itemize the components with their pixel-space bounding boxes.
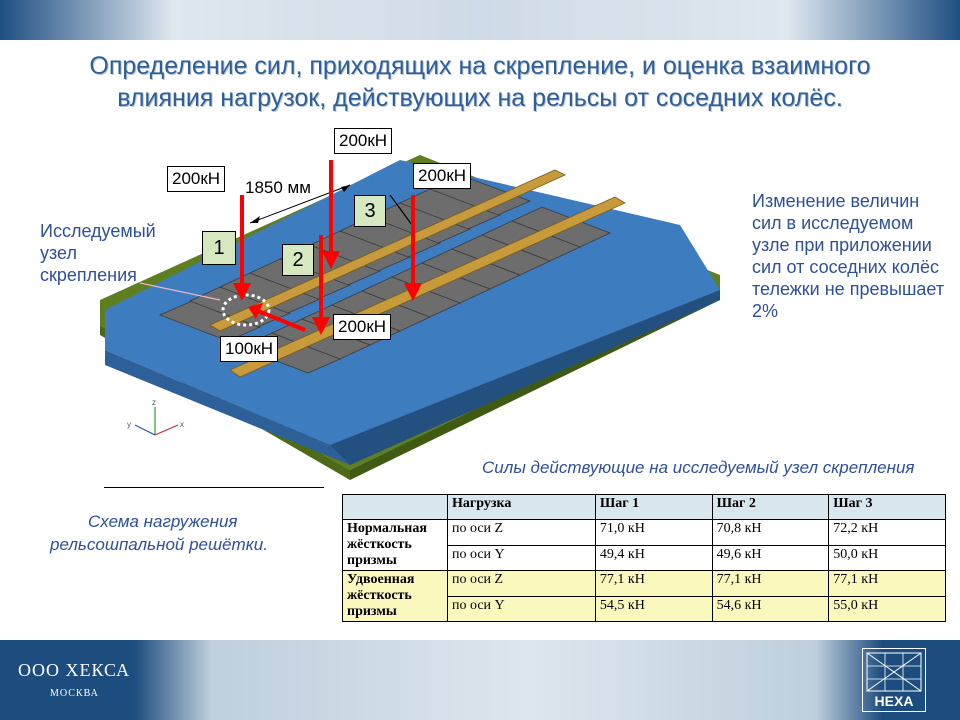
table-cell: 72,2 кН — [829, 520, 946, 546]
table-cell: по оси Y — [448, 596, 596, 622]
marker-2: 2 — [282, 244, 314, 276]
table-cell: 77,1 кН — [712, 571, 829, 597]
table-header-cell: Шаг 3 — [829, 495, 946, 520]
table-row — [343, 571, 946, 597]
axis-z-label: z — [152, 398, 156, 407]
load-label-3: 200кН — [413, 163, 471, 189]
group-label-normal: Нормальная жёсткость призмы — [343, 520, 448, 571]
hexa-grid-icon — [863, 649, 925, 695]
scheme-caption-line-2: рельсошпальной решётки. — [50, 535, 268, 554]
company-logo: ООО ХЕКСА — [18, 660, 131, 680]
table-cell: по оси Y — [448, 545, 596, 571]
table-cell: 50,0 кН — [829, 545, 946, 571]
table-row — [343, 520, 946, 546]
table-cell: 71,0 кН — [595, 520, 712, 546]
table-cell: 54,6 кН — [712, 596, 829, 622]
table-header-row — [343, 495, 946, 520]
table-cell: 49,6 кН — [712, 545, 829, 571]
axis-y-label: y — [127, 420, 131, 429]
table-cell: по оси Z — [448, 520, 596, 546]
top-banner — [0, 0, 960, 40]
change-note: Изменение величин сил в исследуемом узле при приложении сил от соседних колёс тележки не превышает 2% — [752, 191, 945, 321]
bottom-banner — [0, 640, 960, 720]
load-label-1: 200кН — [167, 166, 225, 192]
table-cell: 54,5 кН — [595, 596, 712, 622]
marker-1: 1 — [202, 231, 236, 265]
table-header-cell — [343, 495, 448, 520]
forces-caption: Силы действующие на исследуемый узел скрепления — [482, 458, 915, 477]
load-label-2: 200кН — [334, 128, 392, 154]
scheme-caption-line-1: Схема нагружения — [88, 512, 238, 531]
group-label-doubled: Удвоенная жёсткость призмы — [343, 571, 448, 622]
table-cell: 70,8 кН — [712, 520, 829, 546]
company-city: МОСКВА — [50, 688, 99, 699]
forces-table — [342, 494, 946, 622]
marker-3: 3 — [354, 195, 386, 227]
hexa-logo-text: HEXA — [874, 693, 914, 709]
table-cell: 77,1 кН — [595, 571, 712, 597]
table-cell: 49,4 кН — [595, 545, 712, 571]
load-label-4: 200кН — [333, 314, 391, 340]
axes-triad — [127, 398, 184, 435]
table-header-cell: Шаг 2 — [712, 495, 829, 520]
table-cell: 77,1 кН — [829, 571, 946, 597]
load-label-5: 100кН — [220, 336, 278, 362]
caption-divider — [104, 487, 324, 488]
table-header-cell: Нагрузка — [448, 495, 596, 520]
axis-x-label: x — [180, 420, 184, 429]
table-cell: 55,0 кН — [829, 596, 946, 622]
title-line-1: Определение сил, приходящих на скрепление, и оценка взаимного — [89, 52, 871, 80]
table-header-cell: Шаг 1 — [595, 495, 712, 520]
distance-label: 1850 мм — [245, 178, 311, 197]
slide-title — [40, 50, 920, 114]
table-cell: по оси Z — [448, 571, 596, 597]
investigated-node-label: Исследуемый узел скрепления — [40, 221, 156, 285]
hexa-logo — [862, 648, 926, 712]
title-line-2: влияния нагрузок, действующих на рельсы от соседних колёс. — [117, 84, 843, 112]
